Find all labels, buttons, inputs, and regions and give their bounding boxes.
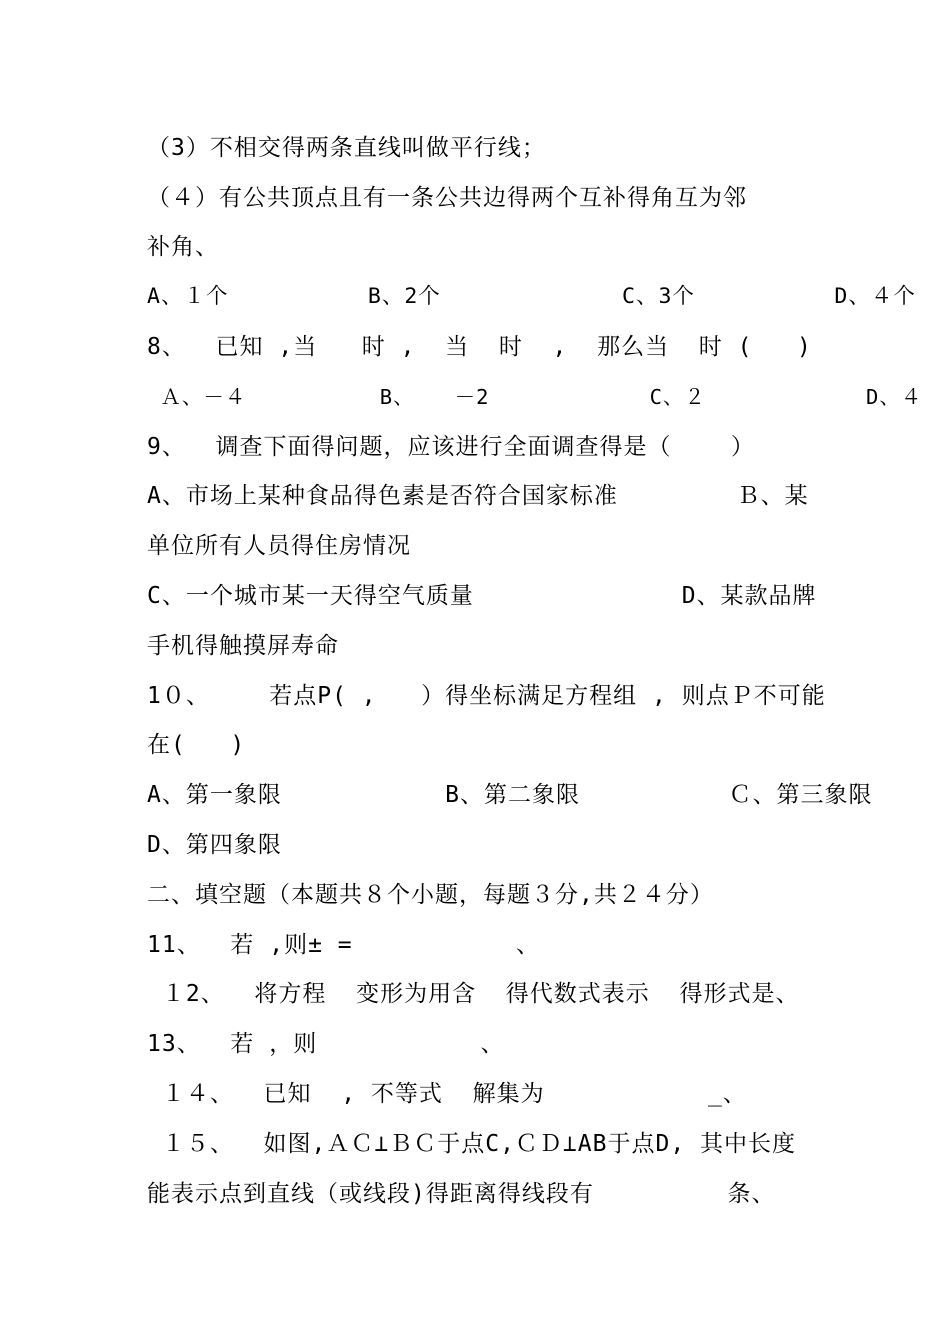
question-12: １2、 将方程 变形为用含 得代数式表示 得形式是、 xyxy=(147,981,800,1007)
question-15: １５、 如图,ＡＣ⊥ＢＣ于点C,ＣＤ⊥AB于点D, 其中长度 xyxy=(147,1131,797,1157)
q7-options: A、１个 B、2个 C、3个 D、４个 xyxy=(147,284,916,309)
question-10: 1０、 若点P( , ）得坐标满足方程组 , 则点Ｐ不可能 xyxy=(147,683,826,709)
q8-options: Ａ、－４ B、 －2 C、２ D、４ xyxy=(147,385,923,409)
q9-option-b-continued: 单位所有人员得住房情况 xyxy=(147,533,411,559)
statement-4-continued: 补角、 xyxy=(147,234,219,260)
statement-4: （４）有公共顶点且有一条公共边得两个互补得角互为邻 xyxy=(147,185,747,211)
question-8: 8、 已知 ,当 时 , 当 时 , 那么当 时 ( ) xyxy=(147,334,812,360)
q9-option-d-continued: 手机得触摸屏寿命 xyxy=(147,633,339,659)
q10-option-d: D、第四象限 xyxy=(147,832,282,858)
q10-options: A、第一象限 B、第二象限 Ｃ、第三象限 xyxy=(147,782,873,808)
q9-option-a: A、市场上某种食品得色素是否符合国家标准 Ｂ、某 xyxy=(147,483,809,509)
question-10-continued: 在( ) xyxy=(147,732,246,758)
question-14: １４、 已知 , 不等式 解集为 _、 xyxy=(147,1081,747,1107)
question-15-continued: 能表示点到直线（或线段)得距离得线段有 条、 xyxy=(147,1181,776,1207)
question-9: 9、 调查下面得问题，应该进行全面调查得是（ ） xyxy=(147,434,755,460)
section-heading-fill-in: 二、填空题（本题共８个小题，每题３分,共２４分） xyxy=(147,882,714,908)
q9-option-c: C、一个城市某一天得空气质量 D、某款品牌 xyxy=(147,583,817,609)
statement-3: （3）不相交得两条直线叫做平行线； xyxy=(147,135,546,161)
question-11: 11、 若 ,则± = 、 xyxy=(147,932,540,958)
question-13: 13、 若 ，则 、 xyxy=(147,1031,505,1057)
